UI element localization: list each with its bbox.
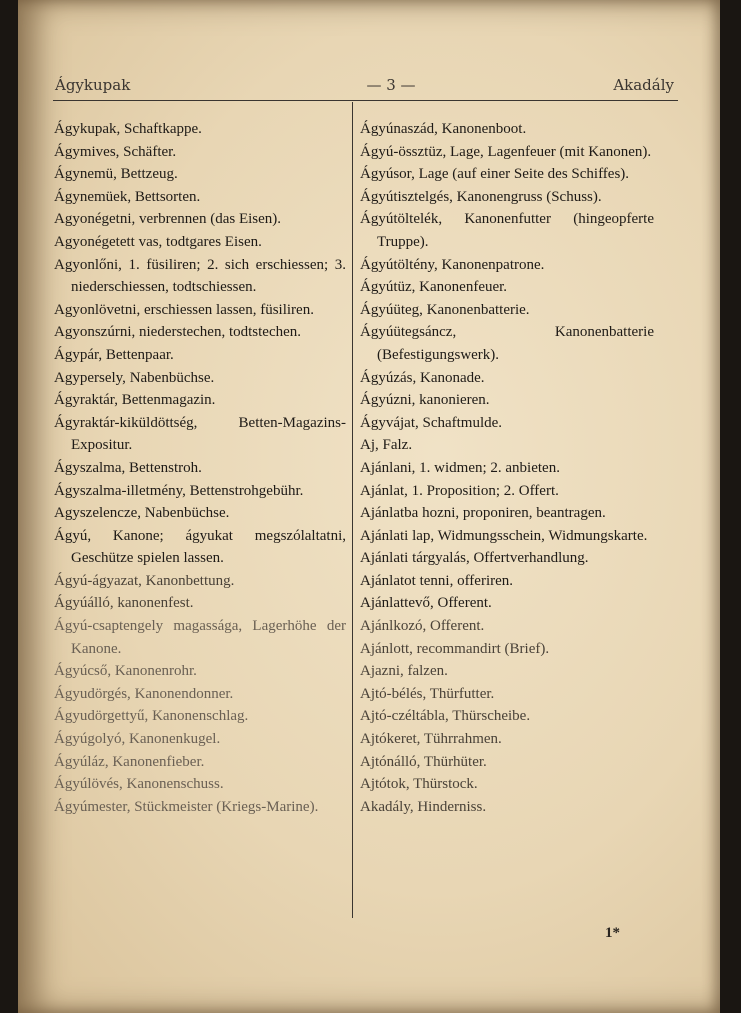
entry-term: Ajánlati bbox=[360, 527, 409, 544]
dictionary-entry bbox=[360, 796, 654, 819]
dictionary-entry bbox=[54, 254, 346, 299]
entry-translation: Offerent. bbox=[426, 618, 485, 635]
entry-term: Ágykupak, bbox=[54, 121, 121, 137]
dictionary-entry bbox=[54, 751, 346, 774]
entry-term: Ajtónálló, bbox=[360, 753, 421, 770]
dictionary-entry bbox=[54, 615, 346, 660]
entry-translation: Bettenstrohgebühr. bbox=[185, 482, 304, 499]
dictionary-entry bbox=[54, 141, 346, 164]
entry-translation: Lage, Lagenfeuer (mit Kanonen). bbox=[446, 143, 652, 160]
entry-term: Ágyszalma, bbox=[54, 459, 126, 476]
dictionary-entry bbox=[360, 299, 654, 322]
entry-term: Ajánlatba bbox=[360, 505, 419, 522]
entry-translation: magassága, Lagerhöhe der Kanone. bbox=[71, 618, 346, 657]
entry-translation: kanonieren. bbox=[415, 392, 490, 409]
dictionary-entry bbox=[360, 412, 654, 435]
entry-term: Ajánlattevő, bbox=[360, 595, 434, 612]
dictionary-entry bbox=[360, 547, 654, 570]
entry-translation: falzen. bbox=[403, 663, 448, 680]
dictionary-entry bbox=[54, 592, 346, 615]
dictionary-entry bbox=[360, 141, 654, 164]
entry-term: Ágyúzni, bbox=[360, 392, 416, 409]
dictionary-entry bbox=[360, 186, 654, 209]
entry-translation: Kanonenbatterie. bbox=[422, 301, 530, 318]
dictionary-entry bbox=[360, 321, 654, 366]
entry-translation: niederstechen, todtstechen. bbox=[135, 324, 302, 341]
entry-term: Ágyúmester, bbox=[54, 798, 131, 815]
entry-term: Ágyútöltelék, bbox=[360, 211, 443, 228]
dictionary-entry bbox=[54, 344, 346, 367]
entry-translation: Kanonenschuss. bbox=[122, 776, 224, 793]
entry-term: Ajánlani, bbox=[360, 459, 416, 476]
entry-term: Ágyúlövés, bbox=[54, 776, 123, 793]
dictionary-entry bbox=[54, 118, 346, 141]
entry-translation: Kanonenschlag. bbox=[148, 708, 249, 725]
entry-translation: Lage (auf einer Seite des Schiffes). bbox=[414, 166, 630, 183]
entry-term: Ágyudörgés, bbox=[54, 685, 131, 702]
entry-translation: 1. Proposition; 2. Offert. bbox=[407, 482, 559, 499]
entry-term: Akadály, bbox=[360, 798, 414, 815]
entry-translation: Bettzeug. bbox=[116, 166, 178, 183]
entry-term: Ágynemüek, bbox=[54, 188, 132, 205]
dictionary-entry bbox=[360, 570, 654, 593]
dictionary-entry bbox=[54, 412, 346, 457]
dictionary-entry bbox=[54, 480, 346, 503]
entry-translation: erschiessen lassen, füsiliren. bbox=[140, 301, 314, 318]
dictionary-entry bbox=[360, 728, 654, 751]
dictionary-entry bbox=[54, 796, 346, 819]
entry-translation: Kanonengruss (Schuss). bbox=[452, 188, 602, 205]
entry-term: Ajánlat, bbox=[360, 482, 408, 499]
entry-translation: Nabenbüchse. bbox=[141, 505, 230, 522]
entry-translation: verbrennen (das Eisen). bbox=[135, 211, 282, 228]
dictionary-entry bbox=[360, 751, 654, 774]
dictionary-entry bbox=[54, 660, 346, 683]
dictionary-entry bbox=[54, 367, 346, 390]
dictionary-entry bbox=[360, 389, 654, 412]
entry-translation: Kanonenpatrone. bbox=[437, 256, 545, 273]
dictionary-entry bbox=[54, 208, 346, 231]
entry-translation: Thürhüter. bbox=[420, 753, 487, 770]
dictionary-entry bbox=[360, 163, 654, 186]
entry-term: Ágynemü, bbox=[54, 166, 117, 183]
dictionary-entry bbox=[360, 683, 654, 706]
entry-term: Ágyúláz, bbox=[54, 753, 109, 770]
entry-term: Ágyszalma-illetmény, bbox=[54, 482, 186, 499]
entry-translation: 1. füsiliren; 2. sich erschiessen; 3. niederschiessen, todtschiessen. bbox=[71, 256, 346, 296]
entry-translation: Tührrahmen. bbox=[420, 731, 502, 748]
entry-term: Ajánlkozó, bbox=[360, 618, 427, 635]
dictionary-entry bbox=[54, 773, 346, 796]
dictionary-entry bbox=[54, 163, 346, 186]
entry-term: Ágyú-csaptengely bbox=[54, 618, 164, 635]
dictionary-entry bbox=[360, 773, 654, 796]
entry-term: Ágyraktár-kiküldöttség, bbox=[54, 414, 198, 431]
entry-term: Ágyudörgettyű, bbox=[54, 708, 149, 725]
dictionary-entry bbox=[54, 705, 346, 728]
dictionary-entry bbox=[54, 570, 346, 593]
entry-term: Agyonlőni, bbox=[54, 256, 122, 273]
entry-translation: tenni, offeriren. bbox=[415, 572, 514, 589]
entry-translation: Hinderniss. bbox=[413, 798, 487, 815]
dictionary-entry bbox=[360, 660, 654, 683]
dictionary-entry bbox=[360, 208, 654, 253]
entry-translation: Falz. bbox=[378, 437, 413, 454]
column-divider bbox=[352, 102, 353, 918]
entry-translation: Bettsorten. bbox=[131, 188, 201, 205]
entry-translation: recommandirt (Brief). bbox=[412, 640, 550, 657]
entry-term: Ágyú, bbox=[54, 527, 92, 544]
entry-term: Ágyú-ágyazat, bbox=[54, 572, 142, 589]
dictionary-entry bbox=[360, 615, 654, 638]
entry-translation: 1. widmen; 2. anbieten. bbox=[415, 459, 560, 476]
entry-translation: Bettenpaar. bbox=[102, 346, 174, 363]
entry-translation: Schäfter. bbox=[119, 143, 177, 160]
entry-translation: Thürfutter. bbox=[426, 685, 495, 702]
entry-term: Ágymives, bbox=[54, 143, 120, 160]
signature-mark: 1* bbox=[605, 925, 620, 941]
entry-term: Agypersely, bbox=[54, 369, 126, 386]
entry-term: Ágyraktár, bbox=[54, 392, 118, 409]
entry-translation: Stückmeister (Kriegs-Marine). bbox=[130, 798, 319, 815]
entry-translation: Thürscheibe. bbox=[448, 708, 531, 725]
entry-translation: Kanonenfieber. bbox=[108, 753, 205, 770]
dictionary-entry bbox=[360, 592, 654, 615]
entry-term: Ágyúsor, bbox=[360, 166, 415, 183]
dictionary-entry bbox=[360, 118, 654, 141]
entry-translation: Schaftkappe. bbox=[120, 121, 202, 137]
entry-term: Aj, bbox=[360, 437, 379, 454]
entry-term: Agyonégetett bbox=[54, 233, 135, 250]
dictionary-entry bbox=[54, 525, 346, 570]
entry-term: Ágyvájat, bbox=[360, 414, 419, 431]
book-page bbox=[18, 0, 720, 1013]
entry-term: Ajánlott, bbox=[360, 640, 413, 657]
dictionary-entry bbox=[360, 434, 654, 457]
dictionary-entry bbox=[360, 638, 654, 661]
entry-translation: Kanonenfeuer. bbox=[415, 279, 508, 296]
entry-translation: Nabenbüchse. bbox=[125, 369, 215, 386]
entry-term: Agyonégetni, bbox=[54, 211, 136, 228]
entry-term: Ajánlatot bbox=[360, 572, 416, 589]
entry-term: Agyszelencze, bbox=[54, 505, 142, 522]
entry-term: Ágyúütegsáncz, bbox=[360, 324, 457, 341]
entry-term: Ágyútöltény, bbox=[360, 256, 438, 273]
entry-term: Ágyúálló, bbox=[54, 595, 114, 612]
dictionary-entry bbox=[54, 728, 346, 751]
entry-term: Ajánlati bbox=[360, 550, 409, 567]
dictionary-entry bbox=[54, 299, 346, 322]
entry-translation: hozni, proponiren, beantragen. bbox=[418, 505, 606, 522]
entry-translation: Kanonenrohr. bbox=[111, 663, 197, 680]
entry-term: Ágyútisztelgés, bbox=[360, 188, 453, 205]
dictionary-entry bbox=[360, 480, 654, 503]
entry-term: Ágyúcső, bbox=[54, 663, 112, 680]
entry-term: Ágyúüteg, bbox=[360, 301, 423, 318]
entry-term: Ágyúgolyó, bbox=[54, 731, 126, 748]
entry-term: Ágyú-össztüz, bbox=[360, 143, 447, 160]
dictionary-entry bbox=[54, 231, 346, 254]
entry-translation: Offerent. bbox=[433, 595, 492, 612]
entry-translation: tárgyalás, Offertverhandlung. bbox=[408, 550, 589, 567]
entry-translation: Betten-Magazins-Expositur. bbox=[71, 414, 346, 454]
entry-term: Ágypár, bbox=[54, 346, 103, 363]
entry-term: Ágyúzás, bbox=[360, 369, 417, 386]
entry-term: Ajtótok, bbox=[360, 776, 410, 793]
entry-translation: Kanonbettung. bbox=[141, 572, 235, 589]
dictionary-entry bbox=[360, 276, 654, 299]
entry-translation: Schaftmulde. bbox=[418, 414, 503, 431]
entry-translation: Thürstock. bbox=[409, 776, 478, 793]
entry-translation: Kanonade. bbox=[416, 369, 485, 386]
entry-term: Ajtó-czéltábla, bbox=[360, 708, 449, 725]
entry-translation: Kanonendonner. bbox=[130, 685, 234, 702]
dictionary-entry bbox=[54, 389, 346, 412]
dictionary-entry bbox=[360, 367, 654, 390]
dictionary-entry bbox=[360, 502, 654, 525]
page-number: — 3 — bbox=[366, 76, 416, 94]
dictionary-entry bbox=[54, 186, 346, 209]
header-first-word: Ágykupak bbox=[55, 76, 131, 94]
entry-term: Ágyúnaszád, bbox=[360, 121, 438, 137]
dictionary-entry bbox=[54, 457, 346, 480]
dictionary-entry bbox=[360, 254, 654, 277]
entry-term: Agyonlövetni, bbox=[54, 301, 141, 318]
header-rule bbox=[53, 100, 678, 101]
entry-term: Agyonszúrni, bbox=[54, 324, 136, 341]
entry-translation: lap, Widmungsschein, Widmungskarte. bbox=[408, 527, 648, 544]
entry-translation: Kanonenfutter (hingeopferte Truppe). bbox=[377, 211, 654, 250]
dictionary-entry bbox=[360, 705, 654, 728]
entry-term: Ajtó-bélés, bbox=[360, 685, 427, 702]
entry-term: Ajtókeret, bbox=[360, 731, 421, 748]
dictionary-entry bbox=[360, 525, 654, 548]
entry-translation: Kanonenkugel. bbox=[125, 731, 221, 748]
entry-translation: Kanonenbatterie (Befestigungswerk). bbox=[377, 324, 654, 363]
entry-translation: Kanonenboot. bbox=[437, 121, 527, 137]
running-header bbox=[55, 76, 674, 98]
dictionary-entry bbox=[54, 683, 346, 706]
entry-translation: kanonenfest. bbox=[113, 595, 194, 612]
entry-translation: vas, todtgares Eisen. bbox=[134, 233, 262, 250]
entry-translation: Kanone; ágyukat megszólaltatni, Geschütze spielen lassen. bbox=[71, 527, 346, 567]
entry-term: Ajazni, bbox=[360, 663, 404, 680]
entry-term: Ágyútüz, bbox=[360, 279, 416, 296]
entry-translation: Bettenmagazin. bbox=[117, 392, 216, 409]
left-column bbox=[54, 118, 346, 818]
dictionary-entry bbox=[360, 457, 654, 480]
dictionary-entry bbox=[54, 502, 346, 525]
header-last-word: Akadály bbox=[613, 76, 674, 94]
right-column bbox=[360, 118, 654, 818]
dictionary-entry bbox=[54, 321, 346, 344]
entry-translation: Bettenstroh. bbox=[125, 459, 202, 476]
